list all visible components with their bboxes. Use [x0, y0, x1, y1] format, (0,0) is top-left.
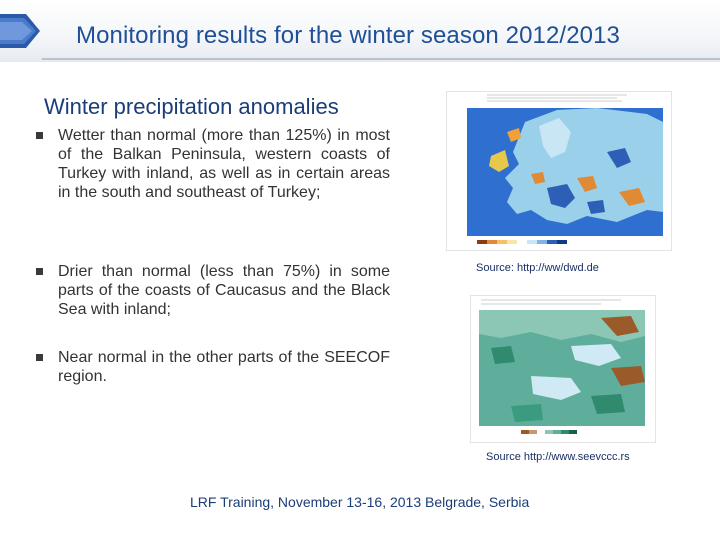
logo-chevron-icon	[0, 0, 46, 62]
slide-header	[0, 0, 720, 62]
bullet-square-icon	[36, 354, 43, 361]
bullet-wetter: Wetter than normal (more than 125%) in most of the Balkan Peninsula, western coasts of Turkey with inland, as well as in certain areas in the south and southeast of Turkey;	[36, 126, 390, 202]
bullet-square-icon	[36, 132, 43, 139]
figure-caption: Source http://www.seevccc.rs	[486, 451, 630, 463]
bullet-normal: Near normal in the other parts of the SEECOF region.	[36, 348, 390, 386]
slide-footer: LRF Training, November 13-16, 2013 Belgrade, Serbia	[190, 494, 530, 510]
seecof-map-graphic	[471, 296, 655, 442]
section-heading: Winter precipitation anomalies	[44, 94, 339, 119]
header-divider	[42, 58, 720, 60]
bullet-square-icon	[36, 268, 43, 275]
page-title: Monitoring results for the winter season 2012/2013	[76, 22, 620, 49]
seecof-precipitation-map	[470, 295, 656, 443]
europe-map-graphic	[447, 92, 671, 250]
figure-caption: Source: http://ww/dwd.de	[476, 262, 599, 274]
bullet-drier: Drier than normal (less than 75%) in some parts of the coasts of Caucasus and the Black Sea with inland;	[36, 262, 390, 319]
europe-precipitation-map	[446, 91, 672, 251]
